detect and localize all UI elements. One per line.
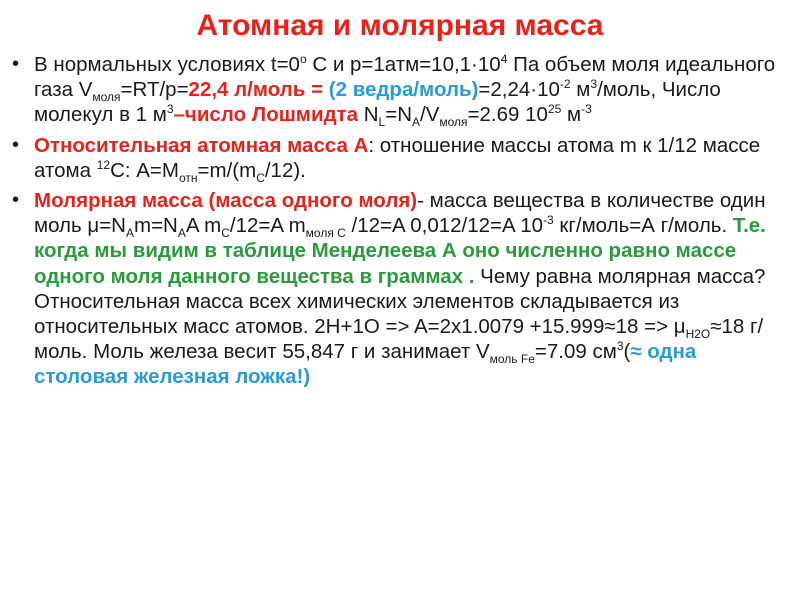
superscript: o — [299, 52, 307, 67]
bullet-dot: • — [12, 189, 20, 212]
subscript: отн — [178, 170, 198, 185]
text: м — [570, 78, 591, 102]
highlight-red: Относительная атомная масса А — [34, 133, 369, 157]
highlight-red: Молярная масса (масса одного моля) — [34, 189, 418, 213]
superscript: 3 — [166, 102, 174, 117]
text: =RT/p= — [120, 78, 189, 102]
subscript: моля — [439, 115, 468, 130]
subscript: H2O — [685, 327, 711, 342]
text: =2.69 10 — [467, 103, 548, 127]
text: =m/(m — [197, 158, 257, 182]
text: /12=A m — [229, 214, 306, 238]
highlight-blue: ≈ одна столовая железная ложка!) — [34, 340, 697, 389]
text: Чему равна молярная масса? Относительная масса всех химических элементов складывается из относительных масс атомов. 2H+1O => A=2x1.0079 +15.999≈18 => μ — [34, 264, 766, 339]
superscript: -3 — [581, 102, 592, 117]
bullet-relative-atomic-mass — [0, 133, 800, 183]
superscript: -3 — [543, 213, 554, 228]
subscript: моль Fe — [489, 352, 535, 367]
text: /12). — [264, 158, 306, 182]
bullet-dot: • — [12, 133, 20, 156]
text: - масса вещества в количестве один моль μ=N — [34, 189, 766, 238]
superscript: 4 — [500, 52, 508, 67]
text: В нормальных условиях t=0 — [34, 53, 300, 76]
text: N — [358, 103, 379, 127]
text: A m — [185, 214, 222, 238]
highlight-green: Т.е. когда мы видим в таблице Менделеева А оно численно равно массе одного моля данного вещества в граммах . — [34, 214, 766, 288]
text: /V — [420, 103, 440, 127]
subscript: моля — [92, 90, 121, 105]
subscript: A — [125, 226, 134, 241]
text: m=N — [134, 214, 178, 238]
text: /моль, Число молекул в 1 м — [34, 78, 721, 127]
bullet-molar-mass — [0, 188, 800, 390]
superscript: 25 — [547, 102, 562, 117]
superscript: -2 — [559, 77, 571, 92]
subscript: C — [256, 170, 265, 185]
text: ≈18 г/моль. Моль железа весит 55,847 г и занимает V — [34, 315, 764, 364]
text: м — [561, 103, 582, 127]
text: =2,24·10 — [478, 78, 560, 102]
text: ( — [623, 340, 631, 364]
bullet-ideal-gas — [0, 52, 800, 128]
bullet-list — [0, 52, 800, 395]
text: кг/моль=А г/моль. — [553, 214, 733, 238]
bullet-dot: • — [12, 53, 20, 75]
text: =N — [385, 103, 412, 127]
text: С и p=1атм=10,1·10 — [306, 53, 501, 76]
text: =7.09 см — [534, 340, 617, 364]
superscript: 3 — [616, 339, 624, 354]
subscript: L — [378, 115, 386, 130]
text: C: А=M — [110, 158, 179, 182]
highlight-red: –число Лошмидта — [173, 103, 359, 127]
slide-title: Атомная и молярная масса — [196, 9, 604, 42]
subscript: A — [177, 226, 186, 241]
text: : отношение массы атома m к 1/12 массе атома — [34, 133, 761, 182]
subscript: моля C — [305, 226, 346, 241]
text: Па объем моля идеального газа V — [34, 53, 776, 102]
subscript: A — [412, 115, 421, 130]
text: /12=A 0,012/12=A 10 — [345, 214, 544, 238]
subscript: C — [221, 226, 230, 241]
superscript: 12 — [96, 157, 111, 172]
highlight-red: 22,4 л/моль = — [188, 78, 329, 102]
highlight-blue: (2 ведра/моль) — [328, 78, 479, 102]
superscript: 3 — [590, 77, 598, 92]
